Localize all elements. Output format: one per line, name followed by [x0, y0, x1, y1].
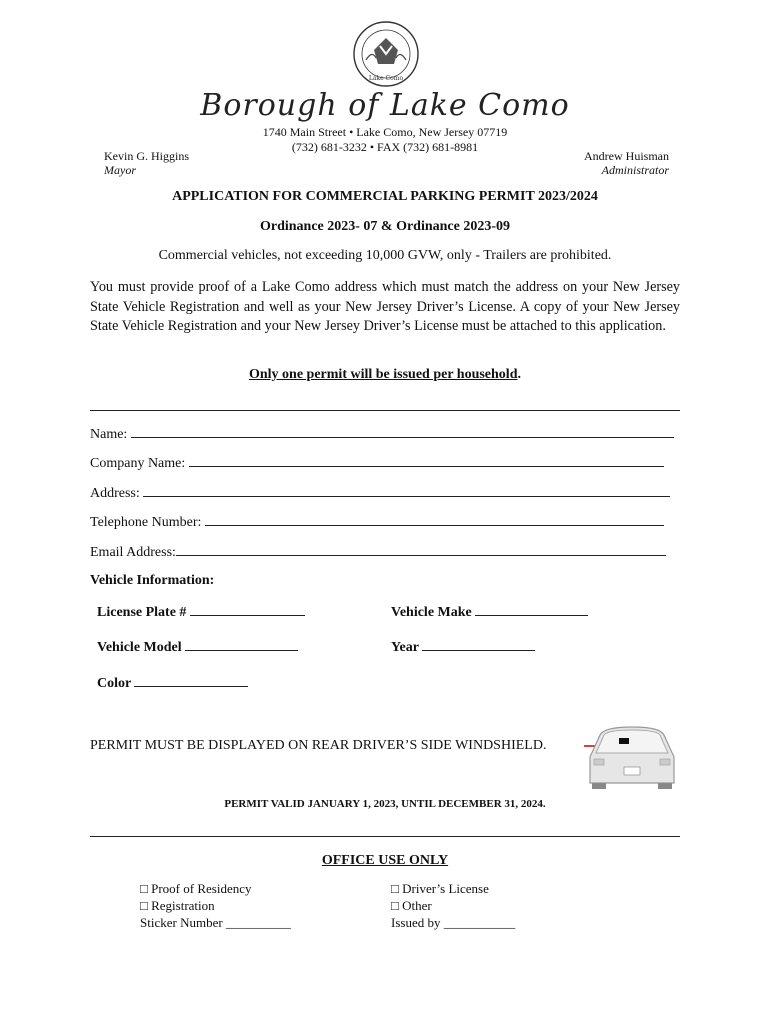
company-field[interactable] — [90, 454, 664, 472]
vehicle-make-field[interactable] — [391, 603, 588, 621]
administrator-name: Andrew Huisman — [584, 149, 669, 163]
name-line[interactable] — [131, 425, 674, 438]
seal-text: Lake Como — [368, 75, 404, 82]
ordinance-line: Ordinance 2023- 07 & Ordinance 2023-09 — [259, 219, 511, 234]
company-label: Company Name: — [90, 456, 186, 471]
drivers-license-checkbox[interactable] — [391, 880, 515, 897]
color-label: Color — [97, 676, 131, 691]
office-use-right-column — [391, 880, 515, 931]
address-line-input[interactable] — [143, 484, 670, 497]
divider-bottom — [90, 836, 680, 837]
address-line: 1740 Main Street • Lake Como, New Jersey 07719 — [262, 125, 508, 139]
color-line[interactable] — [134, 674, 248, 687]
one-permit-notice — [0, 367, 770, 383]
office-use-heading: OFFICE USE ONLY — [321, 853, 449, 868]
vehicle-make-line[interactable] — [475, 603, 588, 616]
telephone-line[interactable] — [205, 513, 664, 526]
borough-seal — [352, 20, 420, 88]
checkbox-icon[interactable]: □ — [140, 898, 148, 913]
color-field[interactable] — [97, 674, 248, 692]
vehicle-model-line[interactable] — [185, 638, 298, 651]
proof-residency-label: Proof of Residency — [147, 881, 252, 896]
address-field[interactable] — [90, 484, 670, 502]
form-title: APPLICATION FOR COMMERCIAL PARKING PERMIT 2023/2024 — [172, 189, 598, 204]
instructions-paragraph: You must provide proof of a Lake Como address which must match the address on your New Jersey State Vehicle Registration and well as your New Jersey Driver’s License. A copy of your New Jersey State Vehicle Registration and your New Jersey Driver’s License must be attached to this application. — [90, 279, 680, 334]
mayor-name: Kevin G. Higgins — [104, 149, 189, 163]
vehicle-model-field[interactable] — [97, 638, 298, 656]
year-line[interactable] — [422, 638, 535, 651]
email-line[interactable] — [176, 543, 666, 556]
sticker-number-field[interactable]: Sticker Number __________ — [140, 915, 291, 930]
administrator-title: Administrator — [601, 163, 669, 177]
year-label: Year — [391, 640, 419, 655]
office-use-left-column — [140, 880, 291, 931]
mayor-title: Mayor — [104, 163, 136, 177]
registration-checkbox[interactable] — [140, 897, 291, 914]
phone-line: (732) 681-3232 • FAX (732) 681-8981 — [291, 140, 479, 154]
license-plate-line[interactable] — [190, 603, 305, 616]
checkbox-icon[interactable]: □ — [391, 898, 399, 913]
address-label: Address: — [90, 486, 140, 501]
year-field[interactable] — [391, 638, 535, 656]
subtitle: Commercial vehicles, not exceeding 10,000 GVW, only - Trailers are prohibited. — [158, 248, 612, 263]
display-notice: PERMIT MUST BE DISPLAYED ON REAR DRIVER’S SIDE WINDSHIELD. — [90, 738, 547, 753]
company-line[interactable] — [189, 454, 664, 467]
one-permit-period: . — [517, 367, 521, 382]
administrator-block — [584, 149, 669, 177]
car-rear-icon — [582, 725, 682, 791]
borough-name: Borough of Lake Como — [200, 88, 570, 123]
registration-label: Registration — [147, 898, 215, 913]
divider — [90, 410, 680, 411]
telephone-field[interactable] — [90, 513, 664, 531]
valid-dates: PERMIT VALID JANUARY 1, 2023, UNTIL DECEMBER 31, 2024. — [224, 798, 546, 810]
vehicle-info-heading: Vehicle Information: — [90, 573, 215, 588]
one-permit-text: Only one permit will be issued per household — [248, 367, 518, 382]
license-plate-field[interactable] — [97, 603, 305, 621]
checkbox-icon[interactable]: □ — [391, 881, 399, 896]
proof-residency-checkbox[interactable] — [140, 880, 291, 897]
issued-by-field[interactable]: Issued by ___________ — [391, 915, 516, 930]
vehicle-make-label: Vehicle Make — [391, 605, 472, 620]
email-field[interactable] — [90, 543, 666, 561]
other-label: Other — [398, 898, 432, 913]
license-plate-label: License Plate # — [97, 605, 187, 620]
other-checkbox[interactable] — [391, 897, 515, 914]
drivers-license-label: Driver’s License — [398, 881, 489, 896]
telephone-label: Telephone Number: — [90, 515, 202, 530]
mayor-block — [104, 149, 189, 177]
name-field[interactable] — [90, 425, 674, 443]
vehicle-model-label: Vehicle Model — [97, 640, 182, 655]
email-label: Email Address: — [90, 545, 176, 560]
name-label: Name: — [90, 427, 128, 442]
checkbox-icon[interactable]: □ — [140, 881, 148, 896]
